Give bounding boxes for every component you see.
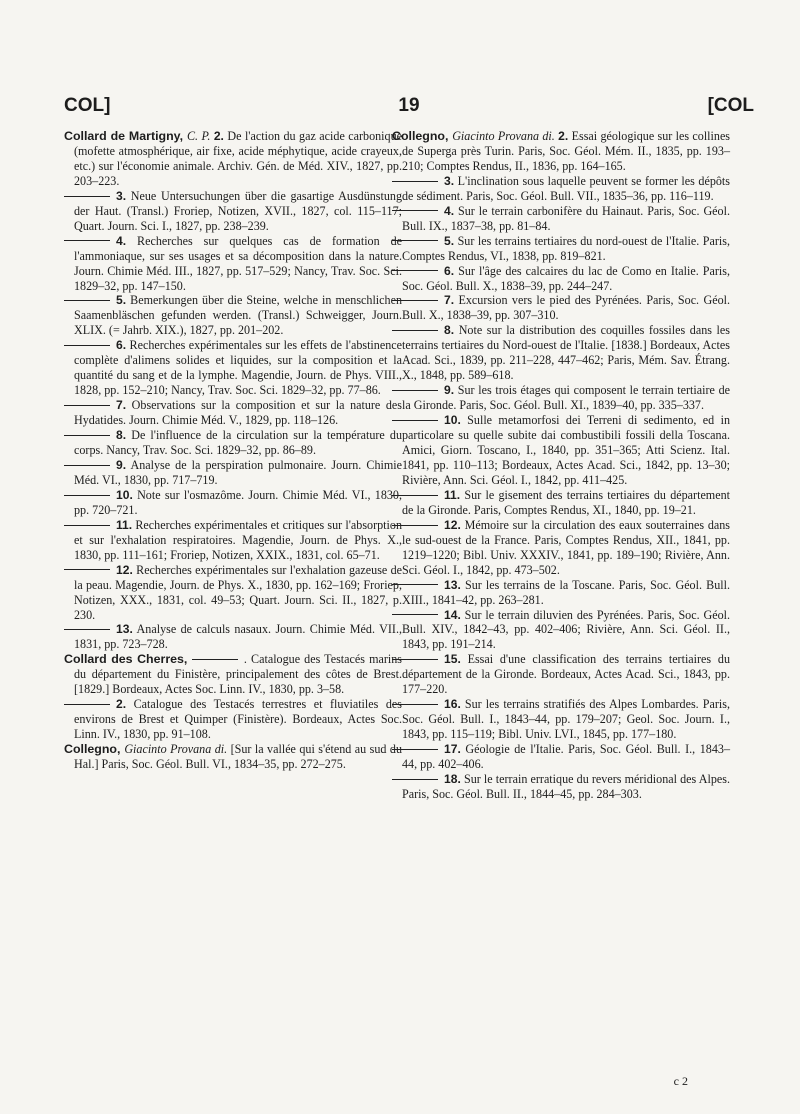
author-given-name: Giacinto Provana di.: [124, 742, 228, 757]
entry-text: Sur les terrains stratifiés des Alpes Lombardes. Paris, Soc. Géol. Bull. I., 1843–44, pp. 179–207; Geol. Soc. Journ. I., 1843, pp. 115–119; Bibl. Univ. LVI., 1845, pp. 177–180.: [402, 697, 730, 742]
ditto-dash: [392, 659, 438, 660]
entry-number: 11.: [444, 487, 461, 502]
bibliography-entry: [392, 608, 730, 653]
entry-text: De l'action du gaz acide carbonique (mofette atmosphérique, air fixe, acide méphytique, acide crayeux, etc.) sur l'économie animale. Archiv. Gén. de Méd. XIV., 1827, pp. 203–223.: [74, 129, 402, 188]
entry-text: . Catalogue des Testacés marins du département du Finistère, principalement des côtes de Brest. [1829.] Bordeaux, Actes Soc. Linn. IV., 1830, pp. 3–58.: [74, 652, 402, 697]
entry-number: 5.: [444, 233, 455, 248]
entry-text: Sur les trois étages qui composent le terrain tertiaire de la Gironde. Paris, Soc. Géol. Bull. XI., 1839–40, pp. 335–337.: [402, 383, 730, 413]
entry-number: 18.: [444, 771, 461, 786]
entry-number: 8.: [116, 428, 127, 443]
entry-text: Sur l'âge des calcaires du lac de Como en Italie. Paris, Soc. Géol. Bull. X., 1838–39, pp. 244–247.: [402, 263, 730, 293]
bibliography-entry: [64, 652, 402, 697]
ditto-dash: [64, 569, 110, 570]
entry-number: 8.: [444, 323, 455, 338]
entry-text: Recherches expérimentales sur l'exhalation gazeuse de la peau. Magendie, Journ. de Phys. X., 1830, pp. 162–169; Froriep, Notizen, XXX., 1831, col. 49–53; Quart. Journ. Sci. II., 1827, p. 230.: [74, 562, 402, 622]
bibliography-entry: [392, 234, 730, 264]
entry-text: Sur le terrain erratique du revers méridional des Alpes. Paris, Soc. Géol. Bull. II., 1844–45, pp. 284–303.: [402, 771, 730, 801]
bibliography-entry: [64, 293, 402, 338]
ditto-dash: [64, 465, 110, 466]
bibliography-entry: [392, 129, 730, 174]
entry-text: Sur le terrain carbonifère du Hainaut. Paris, Soc. Géol. Bull. IX., 1837–38, pp. 81–84.: [402, 203, 730, 233]
entry-number: 14.: [444, 607, 461, 622]
bibliography-entry: [392, 578, 730, 608]
entry-number: 2.: [213, 129, 224, 143]
entry-text: Mémoire sur la circulation des eaux souterraines dans le sud-ouest de la France. Paris, Comptes Rendus, XII., 1841, pp. 1219–1220; Bibl. Univ. XXXIV., 1841, pp. 189–190; Rivière, Ann. Sci. Géol. I., 1842, pp. 473–502.: [402, 517, 730, 577]
ditto-dash: [64, 196, 110, 197]
author-name: Collegno,: [392, 129, 453, 143]
page-number: 19: [398, 95, 420, 116]
entry-text: Sur le gisement des terrains tertiaires du département de la Gironde. Paris, Comptes Rendus, XI., 1840, pp. 19–21.: [402, 487, 730, 517]
bibliography-entry: [392, 264, 730, 294]
bibliography-entry: [64, 129, 402, 189]
entry-text: Recherches sur quelques cas de formation de l'ammoniaque, sur ses usages et sa décomposition dans la nature. Journ. Chimie Méd. III., 1827, pp. 517–529; Nancy, Trav. Soc. Sci. 1829–32, pp. 147–150.: [74, 233, 402, 293]
ditto-dash: [392, 390, 438, 391]
entry-number: 3.: [444, 173, 455, 188]
bibliography-entry: [392, 742, 730, 772]
entry-text: Essai d'une classification des terrains tertiaires du département de la Gironde. Bordeaux, Actes Acad. Sci., 1843, pp. 177–220.: [402, 652, 730, 697]
bibliography-entry: [64, 234, 402, 294]
bibliography-entry: [392, 293, 730, 323]
entry-number: 11.: [116, 517, 133, 532]
entry-text: Note sur la distribution des coquilles fossiles dans les terrains tertiaires du Nord-ouest de l'Italie. [1838.] Bordeaux, Actes Acad. Sci., 1839, pp. 211–228, 447–462; Paris, Mém. Sav. Étrang. X., 1848, pp. 589–618.: [402, 323, 730, 383]
author-given-name: C. P.: [186, 129, 211, 143]
right-column: [392, 129, 730, 802]
entry-text: Sur le terrain diluvien des Pyrénées. Paris, Soc. Géol. Bull. XIV., 1842–43, pp. 402–406; Rivière, Ann. Sci. Géol. II., 1843, pp. 191–214.: [402, 607, 730, 652]
entry-text: L'inclination sous laquelle peuvent se former les dépôts de sédiment. Paris, Soc. Géol. Bull. VII., 1835–36, pp. 116–119.: [402, 173, 730, 203]
ditto-dash: [64, 345, 110, 346]
ditto-dash: [392, 749, 438, 750]
ditto-dash: [392, 270, 438, 271]
author-name: Collard de Martigny,: [64, 129, 187, 143]
entry-text: Note sur l'osmazôme. Journ. Chimie Méd. VI., 1830, pp. 720–721.: [74, 487, 402, 517]
entry-number: 9.: [116, 457, 127, 472]
ditto-dash: [392, 614, 438, 615]
bibliography-entry: [64, 458, 402, 488]
entry-number: 2.: [558, 129, 569, 143]
bibliography-entry: [64, 697, 402, 742]
bibliography-entry: [392, 413, 730, 488]
entry-number: 6.: [116, 338, 127, 353]
ditto-dash: [64, 240, 110, 241]
bibliography-entry: [392, 518, 730, 578]
entry-number: 9.: [444, 383, 455, 398]
ditto-dash: [64, 495, 110, 496]
entry-number: 3.: [116, 188, 127, 203]
ditto-dash: [64, 629, 110, 630]
ditto-dash: [64, 704, 110, 705]
entry-text: Neue Untersuchungen über die gasartige Ausdünstung der Haut. (Transl.) Froriep, Notizen, XVII., 1827, col. 115–117; Quart. Journ. Sci. I., 1827, pp. 238–239.: [74, 188, 402, 233]
entry-number: 2.: [116, 697, 127, 712]
bibliography-entry: [392, 697, 730, 742]
ditto-dash: [392, 704, 438, 705]
ditto-dash: [392, 210, 438, 211]
entry-number: 6.: [444, 263, 455, 278]
entry-text: Analyse de la perspiration pulmonaire. Journ. Chimie Méd. VI., 1830, pp. 717–719.: [74, 457, 402, 487]
ditto-dash: [392, 300, 438, 301]
entry-number: 13.: [116, 622, 133, 637]
entry-text: Analyse de calculs nasaux. Journ. Chimie Méd. VII., 1831, pp. 723–728.: [74, 622, 402, 652]
entry-number: 13.: [444, 577, 461, 592]
bibliography-entry: [64, 563, 402, 623]
author-name: Collard des Cherres,: [64, 652, 192, 667]
bibliography-entry: [392, 323, 730, 383]
bibliography-entry: [392, 772, 730, 802]
bibliography-entry: [392, 652, 730, 697]
entry-text: Recherches expérimentales et critiques sur l'absorption et sur l'exhalation respiratoires. Magendie, Journ. de Phys. X., 1830, pp. 111–161; Froriep, Notizen, XXIX., 1831, col. 65–71.: [74, 517, 402, 562]
bibliography-entry: [64, 338, 402, 398]
bibliography-entry: [392, 204, 730, 234]
running-header: [64, 95, 754, 121]
author-given-name: Giacinto Provana di.: [452, 129, 555, 143]
entry-text: Catalogue des Testacés terrestres et fluviatiles des environs de Brest et Quimper (Finistère). Bordeaux, Actes Soc. Linn. IV., 1830, pp. 91–108.: [74, 697, 402, 742]
bibliography-entry: [392, 488, 730, 518]
bibliography-entry: [64, 742, 402, 772]
entry-number: 12.: [444, 517, 461, 532]
entry-text: Sur les terrains tertiaires du nord-ouest de l'Italie. Paris, Comptes Rendus, VI., 1838, pp. 819–821.: [402, 233, 730, 263]
ditto-dash: [392, 181, 438, 182]
ditto-dash: [64, 525, 110, 526]
entry-number: 7.: [116, 398, 127, 413]
ditto-dash: [64, 300, 110, 301]
entry-text: [Sur la vallée qui s'étend au sud du Hal.] Paris, Soc. Géol. Bull. VI., 1834–35, pp. 272–275.: [74, 742, 402, 772]
entry-text: De l'influence de la circulation sur la température du corps. Nancy, Trav. Soc. Sci. 1829–32, pp. 86–89.: [74, 428, 402, 458]
bibliography-entry: [64, 398, 402, 428]
bibliography-entry: [392, 174, 730, 204]
entry-number: 5.: [116, 293, 127, 308]
entry-number: 7.: [444, 293, 455, 308]
entry-text: Observations sur la composition et sur la nature des Hydatides. Journ. Chimie Méd. V., 1829, pp. 118–126.: [74, 398, 402, 428]
entry-text: Excursion vers le pied des Pyrénées. Paris, Soc. Géol. Bull. X., 1838–39, pp. 307–310.: [402, 293, 730, 323]
bibliography-entry: [64, 428, 402, 458]
entry-number: 4.: [116, 233, 127, 248]
bibliography-entry: [64, 488, 402, 518]
entry-number: 10.: [116, 487, 133, 502]
entry-number: 16.: [444, 697, 461, 712]
ditto-dash: [392, 495, 438, 496]
ditto-dash: [392, 584, 438, 585]
ditto-dash: [64, 405, 110, 406]
entry-number: 10.: [444, 413, 461, 428]
entry-number: 17.: [444, 742, 461, 757]
entry-text: Bemerkungen über die Steine, welche in menschlichen Saamenbläschen gefunden werden. (Transl.) Schweigger, Journ. XLIX. (= Jahrb. XIX.), 1827, pp. 201–202.: [74, 293, 402, 338]
header-left: COL]: [64, 95, 111, 116]
entry-text: Sur les terrains de la Toscane. Paris, Soc. Géol. Bull. XIII., 1841–42, pp. 263–281.: [402, 577, 730, 607]
header-right: [COL: [707, 95, 754, 116]
entry-text: Sulle metamorfosi dei Terreni di sedimento, ed in particolare su quelle subite dai combustibili fossili della Toscana. Amici, Giorn. Toscano, I., 1840, pp. 351–365; Atti Scienz. Ital. 1841, pp. 110–113; Bordeaux, Actes Acad. Sci., 1842, pp. 13–30; Rivière, Ann. Sci. Géol. I., 1842, pp. 411–425.: [402, 413, 730, 487]
bibliography-entry: [64, 622, 402, 652]
ditto-dash: [392, 330, 438, 331]
entry-text: Géologie de l'Italie. Paris, Soc. Géol. Bull. I., 1843–44, pp. 402–406.: [402, 742, 730, 772]
ditto-dash: [392, 779, 438, 780]
ditto-dash: [192, 659, 238, 660]
entry-number: 15.: [444, 652, 461, 667]
left-column: [64, 129, 402, 772]
bibliography-entry: [64, 518, 402, 563]
ditto-dash: [392, 240, 438, 241]
signature-mark: c 2: [673, 1074, 688, 1088]
ditto-dash: [392, 525, 438, 526]
ditto-dash: [392, 420, 438, 421]
author-name: Collegno,: [64, 742, 125, 757]
bibliography-entry: [392, 383, 730, 413]
entry-number: 12.: [116, 562, 133, 577]
bibliography-entry: [64, 189, 402, 234]
entry-text: Essai géologique sur les collines de Superga près Turin. Paris, Soc. Géol. Mém. II., 1835, pp. 193–210; Comptes Rendus, II., 1836, pp. 164–165.: [402, 129, 731, 173]
entry-text: Recherches expérimentales sur les effets de l'abstinence complète d'alimens solides et liquides, sur la composition et la quantité du sang et de la lymphe. Magendie, Journ. de Phys. VIII., 1828, pp. 152–210; Nancy, Trav. Soc. Sci. 1829–32, pp. 77–86.: [74, 338, 402, 398]
entry-number: 4.: [444, 203, 455, 218]
ditto-dash: [64, 435, 110, 436]
